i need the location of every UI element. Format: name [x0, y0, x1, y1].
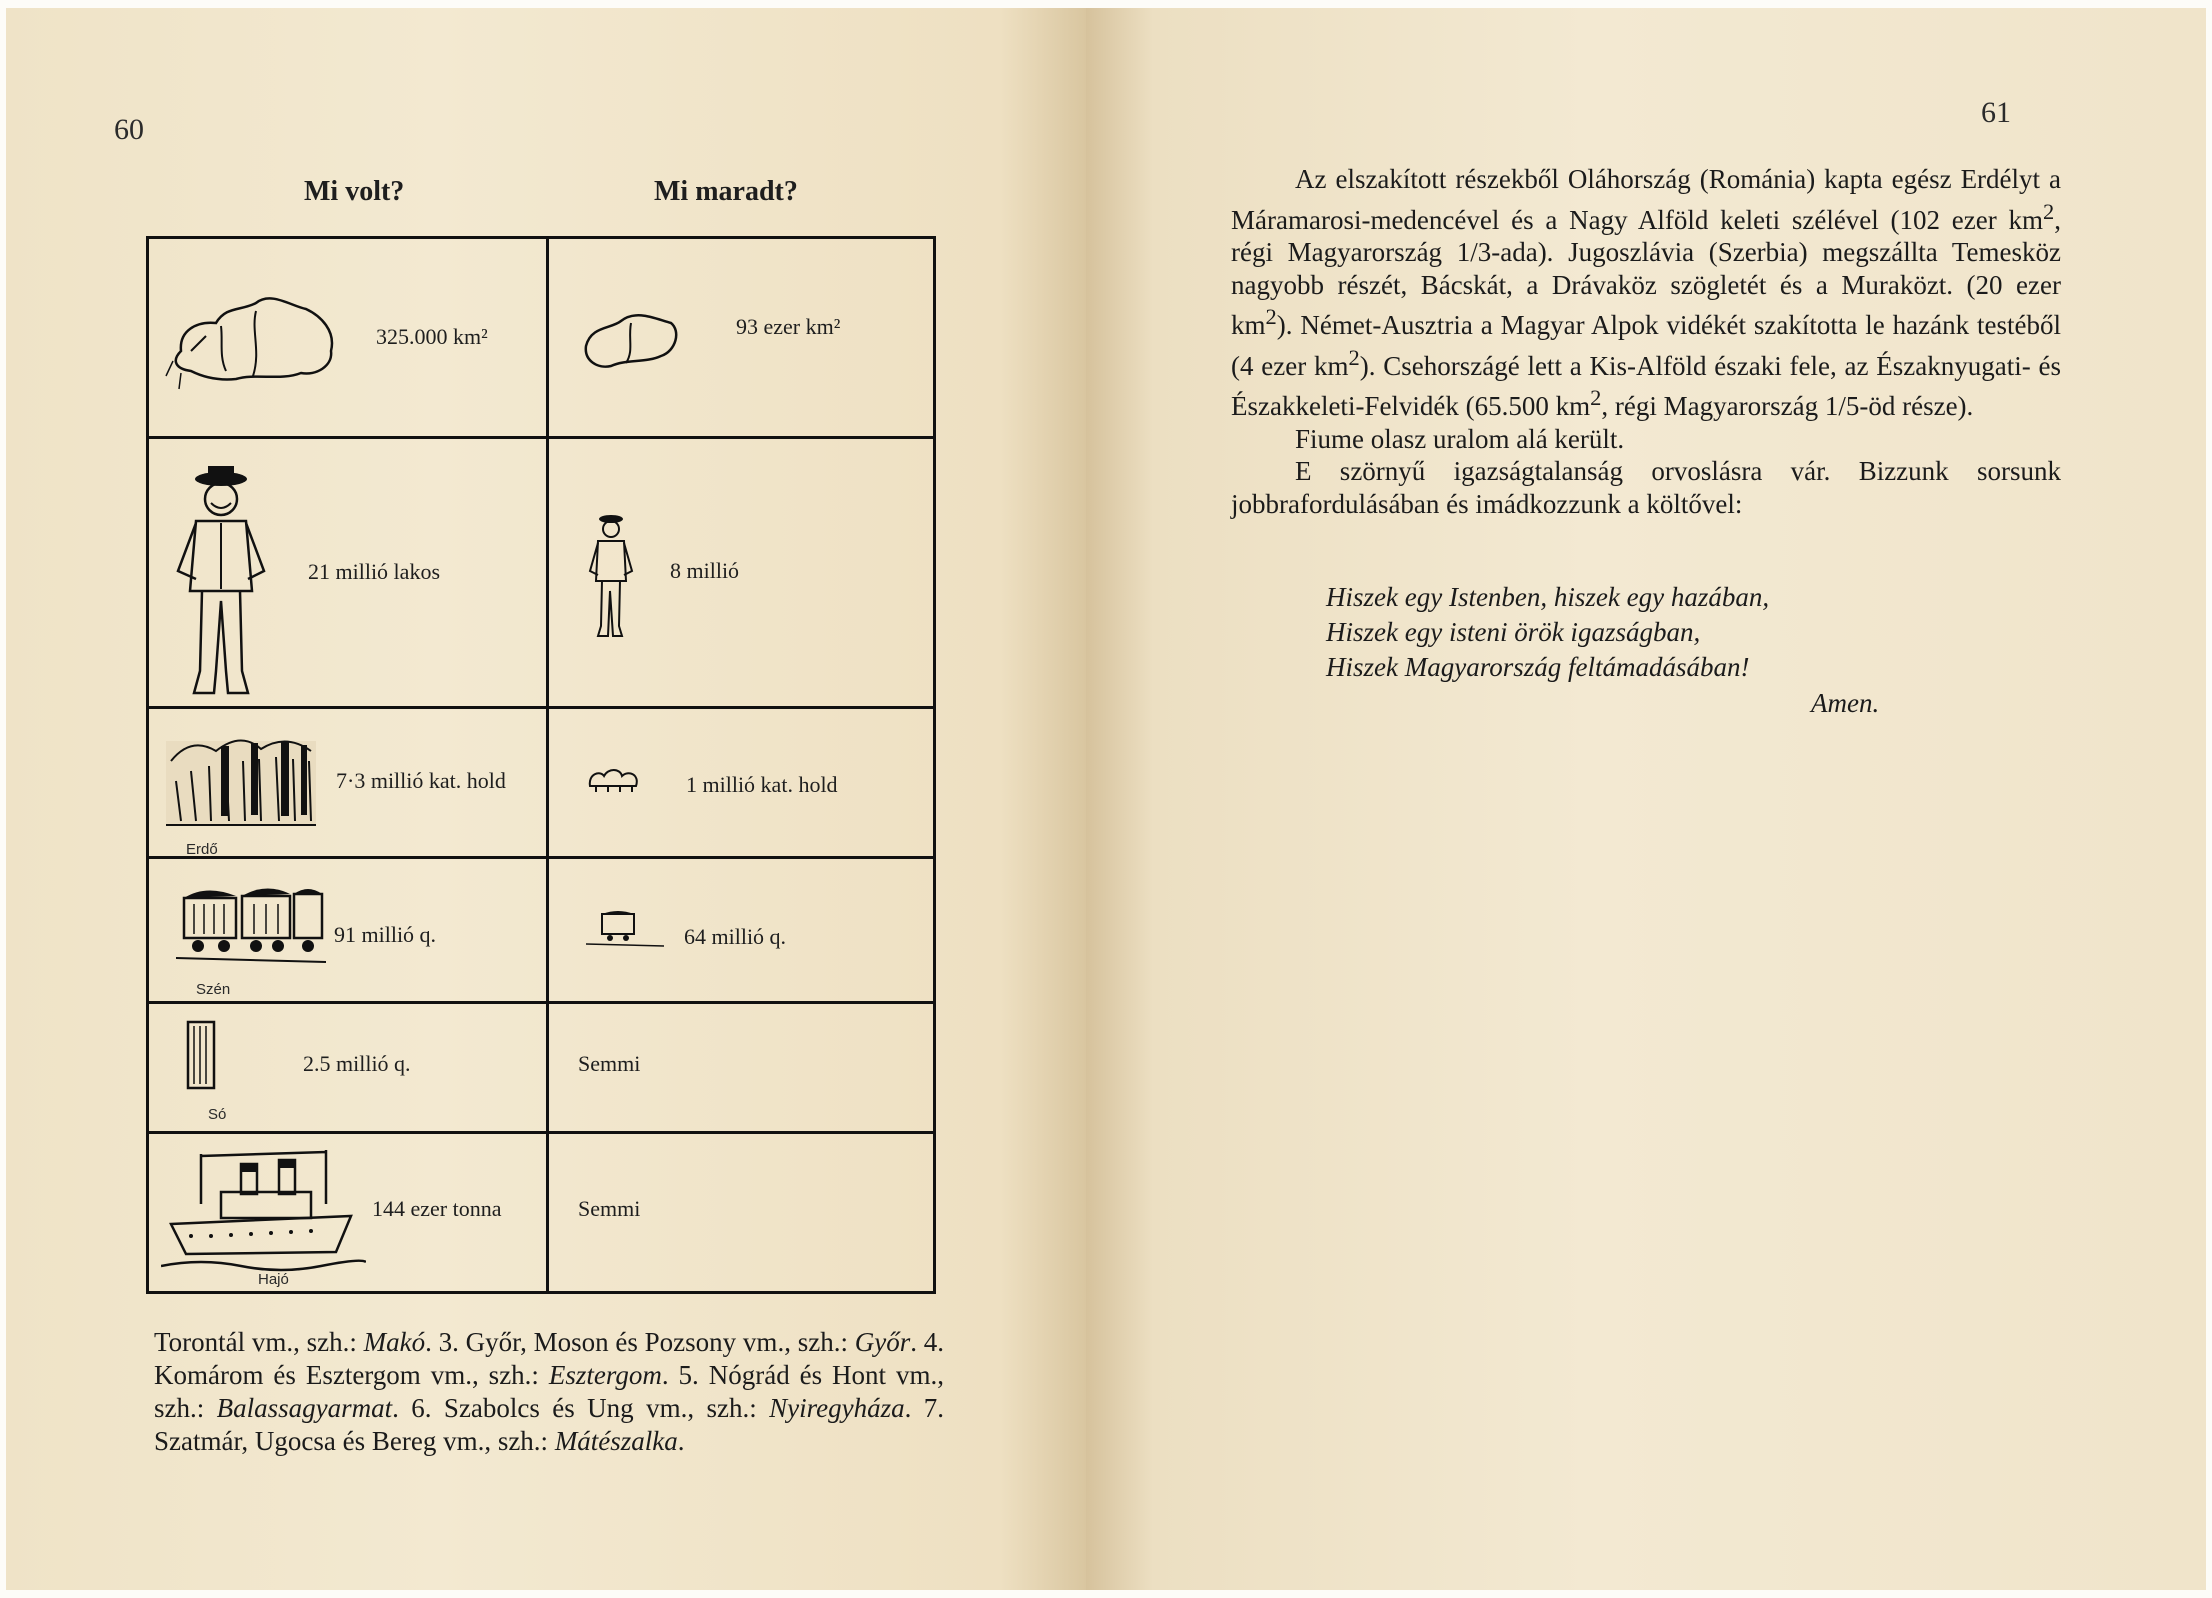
greater-hungary-map-icon: [161, 281, 351, 401]
left-page: [6, 8, 1086, 1590]
salt-before-value: 2.5 millió q.: [303, 1051, 411, 1076]
column-header-was: Mi volt?: [304, 176, 405, 207]
salt-after-value: Semmi: [578, 1051, 641, 1076]
paragraph-fiume: Fiume olasz uralom alá került.: [1295, 423, 1625, 454]
book-spread: [6, 8, 2206, 1590]
caption-ship: Hajó: [258, 1271, 289, 1288]
trees-small-icon: [586, 764, 642, 794]
coal-cart-icon: [586, 908, 666, 948]
ships-before-value: 144 ezer tonna: [372, 1196, 502, 1221]
population-after-value: 8 millió: [670, 558, 740, 583]
steamship-icon: [161, 1144, 366, 1274]
forest-after-value: 1 millió kat. hold: [686, 772, 838, 797]
trianon-hungary-map-icon: [576, 301, 686, 381]
area-after-value: 93 ezer km²: [736, 314, 841, 339]
coal-before-value: 91 millió q.: [334, 922, 437, 947]
coal-after-value: 64 millió q.: [684, 924, 787, 949]
population-before-value: 21 millió lakos: [308, 559, 440, 584]
poem-line: Hiszek egy isteni örök igazságban,: [1326, 617, 1701, 647]
caption-coal: Szén: [196, 981, 231, 998]
comparison-table: [146, 236, 936, 1294]
paragraph-territories: Az elszakított részekből Oláhország (Románia) kapta egész Erdélyt a Máramarosi-medencével és a Nagy Alföld keleti szélével (102 ezer $km^2$, régi Magyarország 1/3-ada). Jugoszlávia (Szerbia) megszállta Temesköz nagyobb részét, Bácskát, a Drávaköz szögletét és a Muraközt. (20 ezer $km^2$). Német-Ausztria a Magyar Alpok vidékét szakította le hazánk testéből (4 ezer $km^2$). Csehországé lett a Kis-Alföld északi fele, az Északnyugati- és Északkeleti-Felvidék (65.500 $km^2$, régi Magyarország 1/5-öd része).: [1231, 164, 2061, 421]
column-header-remained: Mi maradt?: [654, 176, 798, 207]
poem-line: Hiszek Magyarország feltámadásában!: [1326, 652, 1750, 682]
salt-block-icon: [184, 1018, 218, 1092]
paragraph-injustice: E szörnyű igazságtalanság orvoslásra vár. Bizzunk sorsunk jobbrafordulásában és imádkozzunk a költővel:: [1231, 456, 2061, 519]
page-number: 61: [1981, 96, 2011, 129]
amen: Amen.: [1811, 688, 1880, 718]
man-small-icon: [586, 511, 636, 641]
area-before-value: 325.000 km²: [376, 324, 488, 349]
forest-before-value: 7·3 millió kat. hold: [336, 768, 506, 793]
page-number: 60: [114, 113, 144, 146]
caption-forest: Erdő: [186, 841, 218, 858]
ships-after-value: Semmi: [578, 1196, 641, 1221]
man-large-icon: [166, 461, 276, 701]
poem: [1326, 580, 1769, 685]
forest-icon: [161, 721, 321, 831]
coal-wagons-icon: [176, 876, 326, 966]
footnote-paragraph: Torontál vm., szh.: Makó. 3. Győr, Moson és Pozsony vm., szh.: Győr. 4. Komárom és Esztergom vm., szh.: Esztergom. 5. Nógrád és Hont vm., szh.: Balassagyarmat. 6. Szabolcs és Ung vm., szh.: Nyiregyháza. 7. Szatmár, Ugocsa és Bereg vm., szh.: Mátészalka.: [154, 1327, 945, 1456]
poem-line: Hiszek egy Istenben, hiszek egy hazában,: [1326, 582, 1770, 612]
caption-salt: Só: [208, 1106, 227, 1123]
main-text: [1231, 163, 2061, 520]
